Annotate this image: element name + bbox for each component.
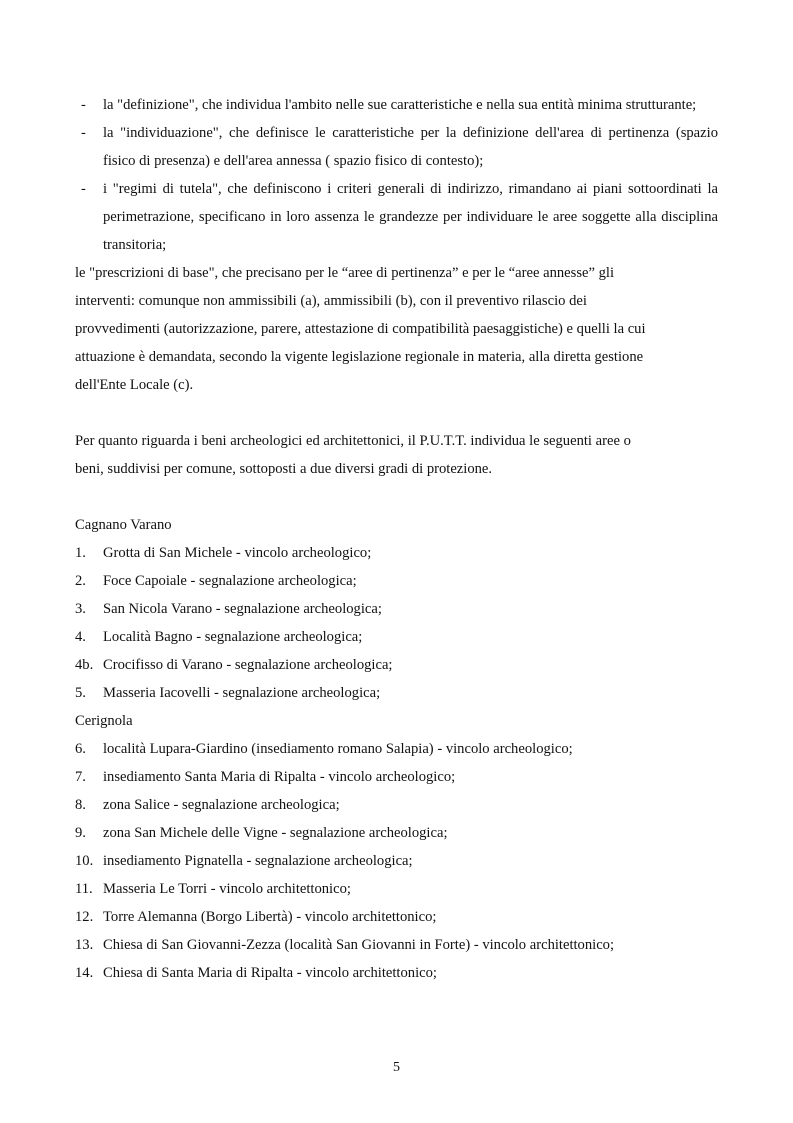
list-item: [75, 903, 718, 931]
item-text: Foce Capoiale - segnalazione archeologica;: [103, 573, 357, 589]
page-number: 5: [393, 1060, 400, 1075]
item-number: 6.: [75, 741, 86, 757]
paragraph-line: dell'Ente Locale (c).: [75, 377, 194, 393]
item-number: 3.: [75, 601, 86, 617]
item-number: 4b.: [75, 657, 94, 673]
list-item: [75, 735, 718, 763]
blank-line: [75, 483, 718, 511]
list-item: [75, 623, 718, 651]
section-heading-cerignola: Cerignola: [75, 713, 133, 729]
list-item: [75, 651, 718, 679]
bullet-marker: -: [81, 125, 86, 141]
list-item: [75, 819, 718, 847]
document-page: [75, 91, 718, 987]
item-text: zona San Michele delle Vigne - segnalazione archeologica;: [103, 825, 448, 841]
item-number: 14.: [75, 965, 94, 981]
list-item: [75, 931, 718, 959]
list-cerignola: [75, 735, 718, 987]
paragraph-line: beni, suddivisi per comune, sottoposti a due diversi gradi di protezione.: [75, 461, 493, 477]
item-text: insediamento Santa Maria di Ripalta - vincolo archeologico;: [103, 769, 456, 785]
item-text: insediamento Pignatella - segnalazione archeologica;: [103, 853, 413, 869]
list-cagnano-varano: [75, 539, 718, 707]
item-text: Torre Alemanna (Borgo Libertà) - vincolo architettonico;: [103, 909, 437, 925]
item-number: 9.: [75, 825, 86, 841]
bullet-item: [75, 175, 718, 259]
item-number: 1.: [75, 545, 86, 561]
bullet-text: la "definizione", che individua l'ambito nelle sue caratteristiche e nella sua entità minima strutturante;: [103, 97, 697, 113]
item-number: 11.: [75, 881, 93, 897]
bullet-text: la "individuazione", che definisce le caratteristiche per la definizione dell'area di pertinenza (spazio fisico di presenza) e dell'area annessa ( spazio fisico di contesto);: [103, 125, 718, 169]
item-text: località Lupara-Giardino (insediamento romano Salapia) - vincolo archeologico;: [103, 741, 573, 757]
bullet-marker: -: [81, 181, 86, 197]
list-item: [75, 763, 718, 791]
list-item: [75, 567, 718, 595]
item-text: Masseria Iacovelli - segnalazione archeologica;: [103, 685, 381, 701]
item-number: 2.: [75, 573, 86, 589]
bullet-marker: -: [81, 97, 86, 113]
list-item: [75, 595, 718, 623]
paragraph-line: Per quanto riguarda i beni archeologici ed architettonici, il P.U.T.T. individua le seguenti aree o: [75, 433, 631, 449]
item-text: Chiesa di San Giovanni-Zezza (località San Giovanni in Forte) - vincolo architettonico;: [103, 937, 615, 953]
item-number: 13.: [75, 937, 94, 953]
bullet-text: i "regimi di tutela", che definiscono i criteri generali di indirizzo, rimandano ai piani sottoordinati la perimetrazione, specificano in loro assenza le grandezze per individuare le aree soggette alla disciplina transitoria;: [103, 181, 718, 253]
list-item: [75, 875, 718, 903]
section-heading-cagnano-varano: Cagnano Varano: [75, 517, 172, 533]
prescrizioni-paragraph: [75, 259, 718, 399]
item-text: Chiesa di Santa Maria di Ripalta - vincolo architettonico;: [103, 965, 437, 981]
item-number: 12.: [75, 909, 94, 925]
paragraph-line: provvedimenti (autorizzazione, parere, attestazione di compatibilità paesaggistiche) e quelli la cui: [75, 321, 646, 337]
blank-line: [75, 399, 718, 427]
item-text: Masseria Le Torri - vincolo architettonico;: [103, 881, 351, 897]
list-item: [75, 847, 718, 875]
item-text: Località Bagno - segnalazione archeologica;: [103, 629, 363, 645]
paragraph-line: interventi: comunque non ammissibili (a), ammissibili (b), con il preventivo rilascio dei: [75, 293, 587, 309]
paragraph-line: le "prescrizioni di base", che precisano per le “aree di pertinenza” e per le “aree annesse” gli: [75, 265, 615, 281]
list-item: [75, 959, 718, 987]
bullet-item: [75, 119, 718, 175]
paragraph-line: attuazione è demandata, secondo la vigente legislazione regionale in materia, alla diretta gestione: [75, 349, 644, 365]
list-item: [75, 791, 718, 819]
item-number: 5.: [75, 685, 86, 701]
list-item: [75, 539, 718, 567]
item-number: 8.: [75, 797, 86, 813]
item-text: Grotta di San Michele - vincolo archeologico;: [103, 545, 372, 561]
item-number: 10.: [75, 853, 94, 869]
item-number: 7.: [75, 769, 86, 785]
item-number: 4.: [75, 629, 86, 645]
item-text: zona Salice - segnalazione archeologica;: [103, 797, 340, 813]
item-text: San Nicola Varano - segnalazione archeologica;: [103, 601, 382, 617]
item-text: Crocifisso di Varano - segnalazione archeologica;: [103, 657, 393, 673]
putt-paragraph: [75, 427, 718, 483]
bullet-item: [75, 91, 718, 119]
list-item: [75, 679, 718, 707]
